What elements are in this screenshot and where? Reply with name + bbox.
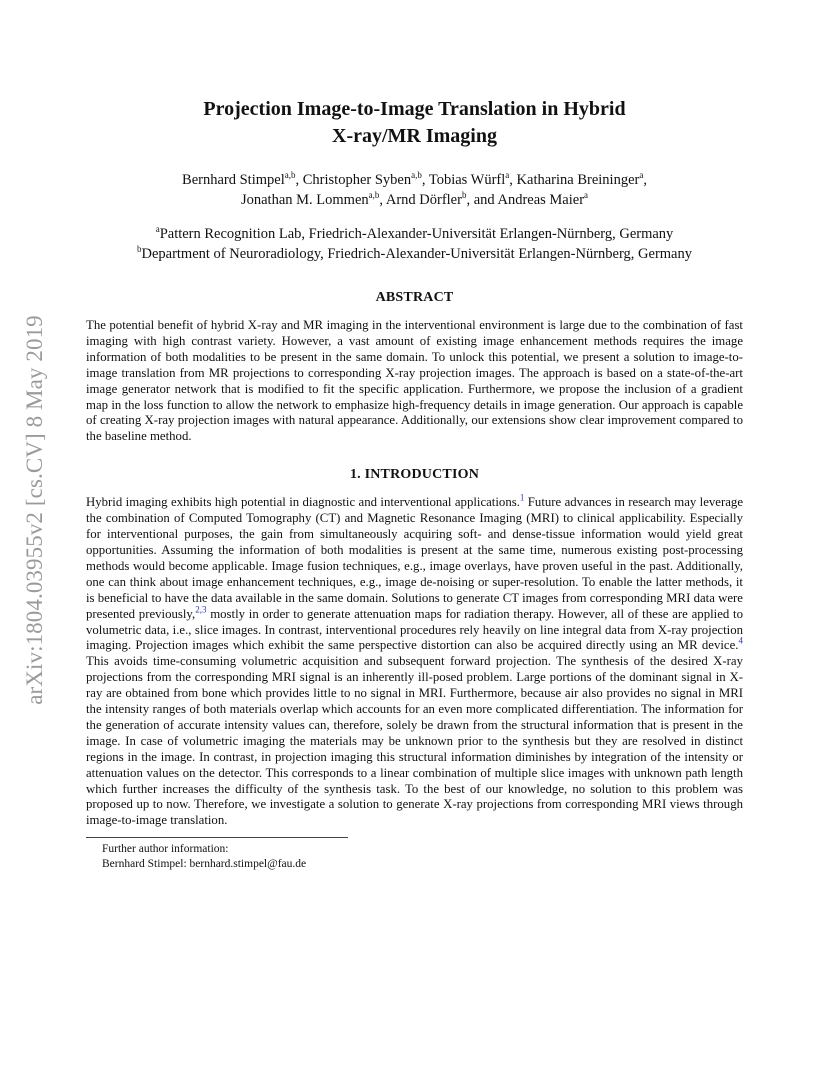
author-name: Jonathan M. Lommen xyxy=(240,192,369,208)
intro-text-segment: Future advances in research may leverage the combination of Computed Tomography (CT) and Magnetic Resonance Imaging (MRI) to clinical applicability. Especially for interventional purposes, the gain from simultaneously acquiring soft- and dense-tissue information would yield great opportunities. Assuming the information of both modalities is present at the same time, numerous existing post-processing methods would become applicable. Image fusion techniques, e.g., image overlays, have proven useful in the past. Additionally, one can think about image enhancement techniques, e.g., image de-noising or super-resolution. To enable the latter methods, it is beneficial to have the data available in the same domain. Solutions to generate CT images from corresponding MRI data were presented previously, xyxy=(86,495,743,621)
affiliation-mark: b xyxy=(136,244,142,255)
affiliation-text: Department of Neuroradiology, Friedrich-Alexander-Universität Erlangen-Nürnberg, Germany xyxy=(141,246,692,262)
abstract-body: The potential benefit of hybrid X-ray and MR imaging in the interventional environment is large due to the combination of fast imaging with high contrast variety. However, a vast amount of existing image enhancement methods requires the image information of both modalities to be present in the same domain. To unlock this potential, we present a solution to image-to-image translation from MR projections to corresponding X-ray projection images. The approach is based on a state-of-the-art image generator network that is modified to fit the specific application. Furthermore, we propose the inclusion of a gradient map in the loss function to allow the network to emphasize high-frequency details in image generation. Our approach is capable of creating X-ray projection images with natural appearance. Additionally, our extensions show clear improvement compared to the baseline method. xyxy=(86,318,743,444)
abstract-heading: ABSTRACT xyxy=(375,290,454,305)
author-name: Tobias Würfl xyxy=(428,172,506,188)
author-line-2 xyxy=(86,190,743,210)
author-affiliation-mark: a,b xyxy=(284,170,296,181)
author-name: Bernhard Stimpel xyxy=(182,172,285,188)
footnote-line-1: Further author information: xyxy=(102,843,229,856)
author-name: Andreas Maier xyxy=(497,192,585,208)
affiliation-a xyxy=(86,224,743,244)
author-name: Christopher Syben xyxy=(302,172,412,188)
author-list xyxy=(86,170,743,210)
author-affiliation-mark: b xyxy=(461,190,467,201)
author-name: Arnd Dörfler xyxy=(385,192,462,208)
title-line-2: X-ray/MR Imaging xyxy=(332,125,497,147)
author-affiliation-mark: a xyxy=(505,170,510,181)
author-separator: , xyxy=(509,172,517,188)
author-affiliation-mark: a xyxy=(584,190,589,201)
introduction-body xyxy=(86,492,743,829)
author-name: Katharina Breininger xyxy=(516,172,640,188)
title-line-1: Projection Image-to-Image Translation in Hybrid xyxy=(203,98,626,120)
arxiv-identifier-stamp: arXiv:1804.03955v2 [cs.CV] 8 May 2019 xyxy=(22,315,47,705)
affiliation-b xyxy=(86,244,743,264)
affiliation-list xyxy=(86,224,743,264)
author-separator: , xyxy=(421,172,429,188)
citation-link[interactable]: 4 xyxy=(738,636,743,647)
author-affiliation-mark: a,b xyxy=(368,190,380,201)
intro-text-segment: mostly in order to generate attenuation maps for radiation therapy. However, all of these are applied to volumetric data, i.e., slice images. In contrast, interventional procedures rely heavily on line integral data from X-ray projection imaging. Projection images which exhibit the same perspective distortion can also be acquired directly using an MR device. xyxy=(86,606,743,653)
citation-link[interactable]: 2,3 xyxy=(195,604,207,615)
affiliation-mark: a xyxy=(155,224,160,235)
intro-text-segment: This avoids time-consuming volumetric acquisition and subsequent forward projection. The synthesis of the desired X-ray projections from the corresponding MRI signal is an inherently ill-posed problem. Large portions of the dominant signal in X-ray are obtained from bone which provides little to no signal in MRI. Furthermore, because air also provides no signal in MRI the intensity ranges of both materials overlap which accounts for an even more complicated differentiation. The information for the generation of accurate intensity values can, therefore, solely be drawn from the structural information that is present in the image. In case of volumetric imaging the materials may be unknown prior to the synthesis but they are resolved in distinct regions in the image. In contrast, in projection imaging this structural information diminishes by integration of the intensity or attenuation values on the detector. This corresponds to a linear combination of multiple slice images with unknown path length which further increases the difficulty of the synthesis task. To the best of our knowledge, no solution to this problem was proposed up to now. Therefore, we investigate a solution to generate X-ray projections from corresponding MRI views through image-to-image translation. xyxy=(86,654,743,828)
author-footnote xyxy=(102,842,743,872)
author-separator: , and xyxy=(466,192,498,208)
author-line-1 xyxy=(86,170,743,190)
author-affiliation-mark: a xyxy=(639,170,644,181)
footnote-line-2: Bernhard Stimpel: bernhard.stimpel@fau.de xyxy=(102,858,307,871)
introduction-heading: 1. INTRODUCTION xyxy=(349,467,479,483)
affiliation-text: Pattern Recognition Lab, Friedrich-Alexander-Universität Erlangen-Nürnberg, Germany xyxy=(159,226,674,242)
paper-content xyxy=(86,96,743,872)
paper-title xyxy=(86,96,743,150)
footnote-divider xyxy=(86,837,348,838)
author-separator: , xyxy=(643,172,647,188)
citation-link[interactable]: 1 xyxy=(519,492,525,503)
author-affiliation-mark: a,b xyxy=(411,170,422,181)
author-separator: , xyxy=(379,192,386,208)
intro-text-segment: Hybrid imaging exhibits high potential in diagnostic and interventional applications. xyxy=(86,495,520,510)
author-separator: , xyxy=(295,172,303,188)
